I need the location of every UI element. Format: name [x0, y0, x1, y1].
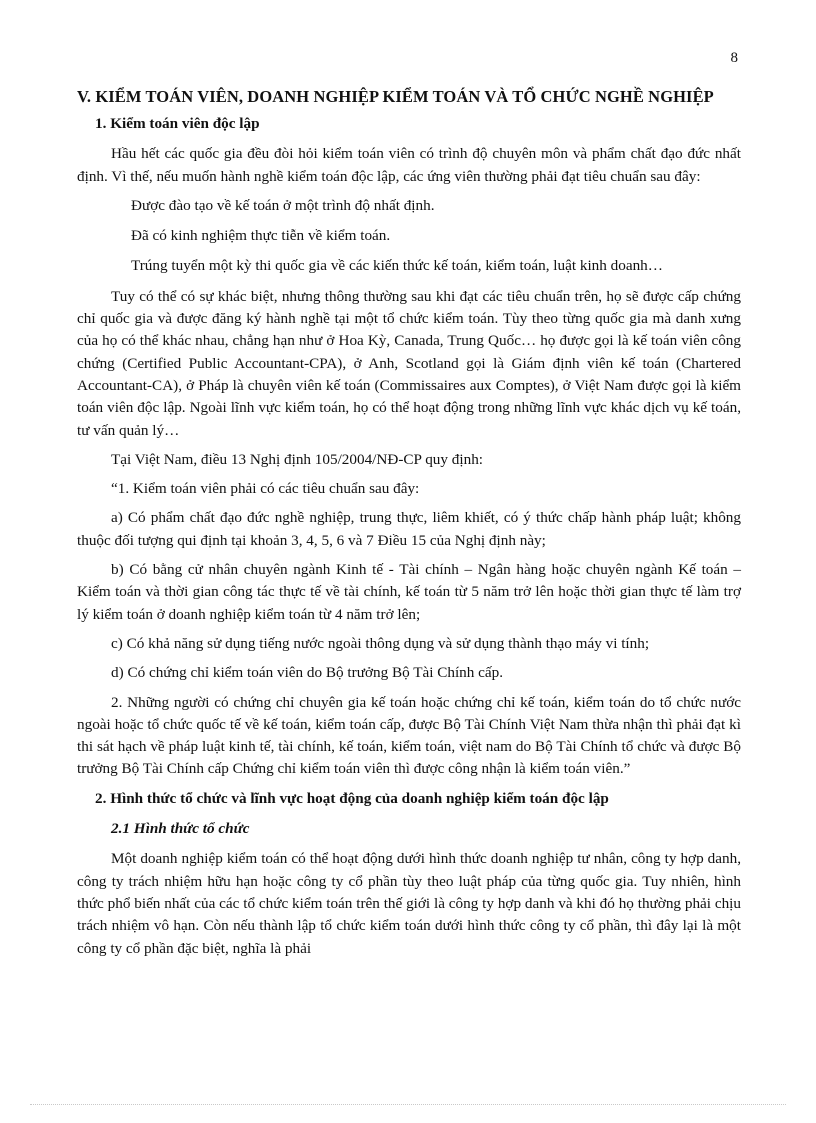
subsection-heading-2-1: 2.1 Hình thức tổ chức — [111, 820, 250, 838]
requirement-item: Trúng tuyển một kỳ thi quốc gia về các kiến thức kế toán, kiểm toán, luật kinh doanh… — [131, 257, 663, 275]
paragraph: c) Có khả năng sử dụng tiếng nước ngoài thông dụng và sử dụng thành thạo máy vi tính; — [111, 634, 650, 652]
paragraph: “1. Kiểm toán viên phải có các tiêu chuẩn sau đây: — [111, 480, 420, 498]
document-body — [77, 86, 741, 967]
subsection-heading-2: 2. Hình thức tổ chức và lĩnh vực hoạt động của doanh nghiệp kiểm toán độc lập — [95, 789, 609, 807]
subsection-heading-1: 1. Kiểm toán viên độc lập — [95, 115, 260, 132]
paragraph: Một doanh nghiệp kiểm toán có thể hoạt động dưới hình thức doanh nghiệp tư nhân, công ty hợp danh, công ty trách nhiệm hữu hạn hoặc công ty cổ phần tùy theo luật pháp của từng quốc gia. Tuy nhiên, hình thức phổ biến nhất của các tổ chức kiểm toán trên thế giới là công ty hợp danh và khi đó họ thường phải chịu trách nhiệm vô hạn. Còn nếu thành lập tổ chức kiểm toán dưới hình thức công ty cổ phần, thì đây lại là một công ty cổ phần đặc biệt, nghĩa là phải — [77, 850, 741, 957]
requirement-item: Được đào tạo về kế toán ở một trình độ nhất định. — [131, 196, 435, 214]
paragraph: a) Có phẩm chất đạo đức nghề nghiệp, trung thực, liêm khiết, có ý thức chấp hành pháp luật; không thuộc đối tượng qui định tại khoản 3, 4, 5, 6 và 7 Điều 15 của Nghị định này; — [77, 509, 741, 549]
paragraph: Hầu hết các quốc gia đều đòi hỏi kiểm toán viên có trình độ chuyên môn và phẩm chất đạo đức nhất định. Vì thế, nếu muốn hành nghề kiểm toán độc lập, các ứng viên thường phải đạt tiêu chuẩn sau đây: — [77, 145, 741, 185]
paragraph: d) Có chứng chỉ kiểm toán viên do Bộ trưởng Bộ Tài Chính cấp. — [111, 664, 504, 682]
paragraph: Tại Việt Nam, điều 13 Nghị định 105/2004/NĐ-CP quy định: — [111, 450, 484, 468]
requirement-item: Đã có kinh nghiệm thực tiễn về kiểm toán. — [131, 227, 391, 245]
paragraph: 2. Những người có chứng chỉ chuyên gia kế toán hoặc chứng chỉ kế toán, kiểm toán do tổ chức nước ngoài hoặc tổ chức quốc tế về kế toán, kiểm toán cấp, được Bộ Tài Chính Việt Nam thừa nhận thì phải đạt kì thi sát hạch về pháp luật kinh tế, tài chính, kế toán, kiểm toán, việt nam do Bộ Tài Chính tổ chức và được Bộ trưởng Bộ Tài Chính cấp Chứng chỉ kiểm toán viên thì được công nhận là kiểm toán viên.” — [77, 693, 741, 778]
section-title: V. KIỂM TOÁN VIÊN, DOANH NGHIỆP KIỂM TOÁN VÀ TỔ CHỨC NGHỀ NGHIỆP — [77, 87, 714, 106]
page-number: 8 — [730, 50, 738, 66]
paragraph: Tuy có thể có sự khác biệt, nhưng thông thường sau khi đạt các tiêu chuẩn trên, họ sẽ được cấp chứng chỉ quốc gia và được đăng ký hành nghề tại một tổ chức kiểm toán. Tùy theo từng quốc gia mà danh xưng của họ có thể khác nhau, chẳng hạn như ở Hoa Kỳ, Canada, Trung Quốc… họ được gọi là kế toán viên công chứng (Certified Public Accountant-CPA), ở Anh, Scotland gọi là Giám định viên kế toán (Chartered Accountant-CA), ở Pháp là chuyên viên kế toán (Commissaires aux Comptes), ở Việt Nam được gọi là kiểm toán viên độc lập. Ngoài lĩnh vực kiểm toán, họ có thể hoạt động trong những lĩnh vực khác dịch vụ kế toán, tư vấn quản lý… — [77, 287, 741, 439]
paragraph: b) Có bằng cử nhân chuyên ngành Kinh tế - Tài chính – Ngân hàng hoặc chuyên ngành Kế toán – Kiểm toán và thời gian công tác thực tế về tài chính, kế toán từ 5 năm trở lên hoặc thời gian thực tế làm trợ lý kiểm toán ở doanh nghiệp kiểm toán từ 4 năm trở lên; — [77, 561, 741, 623]
page-footer-divider — [30, 1104, 786, 1105]
